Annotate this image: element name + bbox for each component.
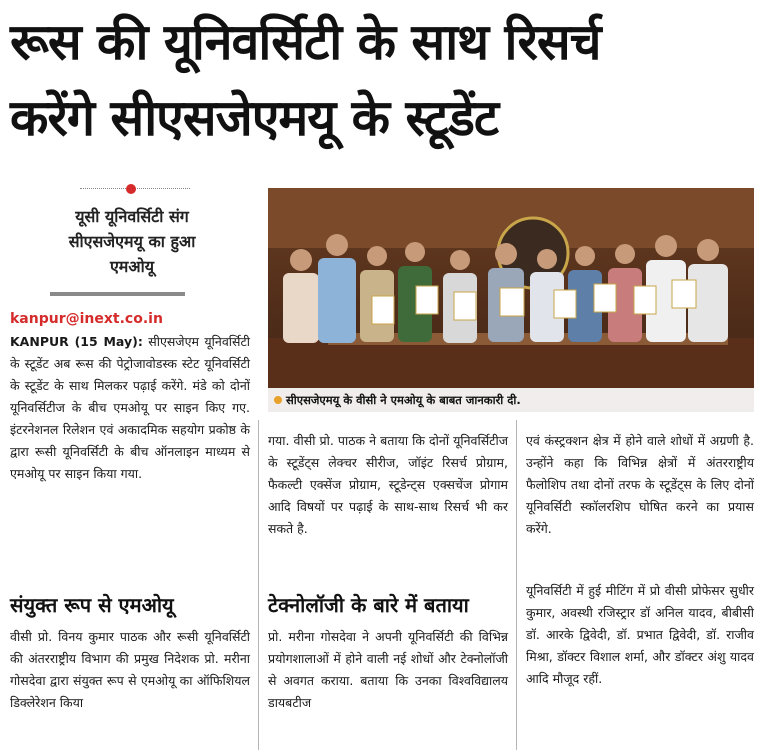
news-photo: [268, 188, 754, 412]
headline: [10, 4, 760, 156]
column-3-text-2: यूनिवर्सिटी में हुई मीटिंग में प्रो वीसी प्रोफेसर सुधीर कुमार, अवस्थी रजिस्ट्रार डॉ अनिल यादव, बीबीसी डॉ. आरके द्विवेदी, डॉ. प्रभात द्विवेदी, डॉ. राजीव मिश्रा, डॉक्टर विशाल शर्मा, और डॉक्टर अंशु यादव आदि मौजूद रहीं.: [526, 583, 754, 686]
intro-paragraph: [10, 331, 250, 485]
meeting-photo-illustration: [268, 188, 754, 412]
photo-caption: [268, 388, 754, 412]
column-3-text-1: एवं कंस्ट्रक्शन क्षेत्र में होने वाले शोधों में अग्रणी है. उन्होंने कहा कि विभिन्न क्षेत्रों में अंतरराष्ट्रीय फैलोशिप तथा दोनों तरफ के स्टूडेंट्स के लिए दोनों यूनिवर्सिटी स्कॉलरशिप घोषित करने का प्रयास करेंगे.: [526, 433, 754, 536]
red-dot-icon: [126, 184, 136, 194]
subhead-divider: [80, 184, 190, 194]
subhead-rule: [50, 292, 185, 296]
author-email: kanpur@inext.co.in: [10, 311, 163, 327]
section-heading-1: संयुक्त रूप से एमओयू: [10, 593, 174, 617]
column-rule-2: [516, 420, 517, 750]
subheadline: [22, 204, 242, 279]
section-1-text: वीसी प्रो. विनय कुमार पाठक और रूसी यूनिवर्सिटी की अंतरराष्ट्रीय विभाग की प्रमुख निदेशक प्रो. मरीना गोसदेवा द्वारा संयुक्त रूप से एमओयू का ऑफिशियल डिक्लेरेशन किया: [10, 629, 250, 710]
bullet-dot-icon: [274, 396, 282, 404]
subhead-line-2: सीएसजेएमयू का हुआ: [68, 232, 196, 251]
section-heading-2: टेक्नोलॉजी के बारे में बताया: [268, 593, 469, 617]
column-2-text: गया. वीसी प्रो. पाठक ने बताया कि दोनों यूनिवर्सिटीज के स्टूडेंट्स लेक्चर सीरीज, जॉइंट रिसर्च प्रोग्राम, फैकल्टी एक्सेंज प्रोग्राम, स्टूडेन्ट्स एक्सचेंज प्रोगाम आदि विषयों पर पढ़ाई के साथ-साथ रिसर्च भी कर सकते है.: [268, 433, 508, 536]
dateline: KANPUR (15 May):: [10, 334, 143, 349]
photo-caption-text: सीएसजेएमयू के वीसी ने एमओयू के बाबत जानकारी दी.: [286, 393, 521, 407]
section-2-text: प्रो. मरीना गोसदेवा ने अपनी यूनिवर्सिटी की विभिन्न प्रयोगशालाओं में होने वाली नई शोधों और टेक्नोलॉजी से अवगत कराया. बताया कि उनका विश्वविद्यालय डायबटीज: [268, 629, 508, 710]
intro-text: सीएसजेएम यूनिवर्सिटी के स्टूडेंट अब रूस की पेट्रोजावोडस्क स्टेट यूनिवर्सिटी के स्टूडेंट के साथ मिलकर पढ़ाई करेंगे. मंडे को दोनों यूनिवर्सिटीज के बीच एमओयू पर साइन किए गए. इंटरनेशनल रिलेशन एवं अकादमिक सहयोग प्रकोष्ठ के द्वारा रूसी यूनिवर्सिटी के बीच ऑनलाइन माध्यम से एमओयू पर साइन किया गया.: [10, 334, 250, 481]
column-rule-1: [258, 420, 259, 750]
subhead-line-3: एमओयू: [109, 257, 155, 276]
subhead-line-1: यूसी यूनिवर्सिटी संग: [75, 207, 189, 226]
headline-line-1: रूस की यूनिवर्सिटी के साथ रिसर्च: [10, 13, 601, 71]
headline-line-2: करेंगे सीएसजेएमयू के स्टूडेंट: [10, 89, 499, 147]
